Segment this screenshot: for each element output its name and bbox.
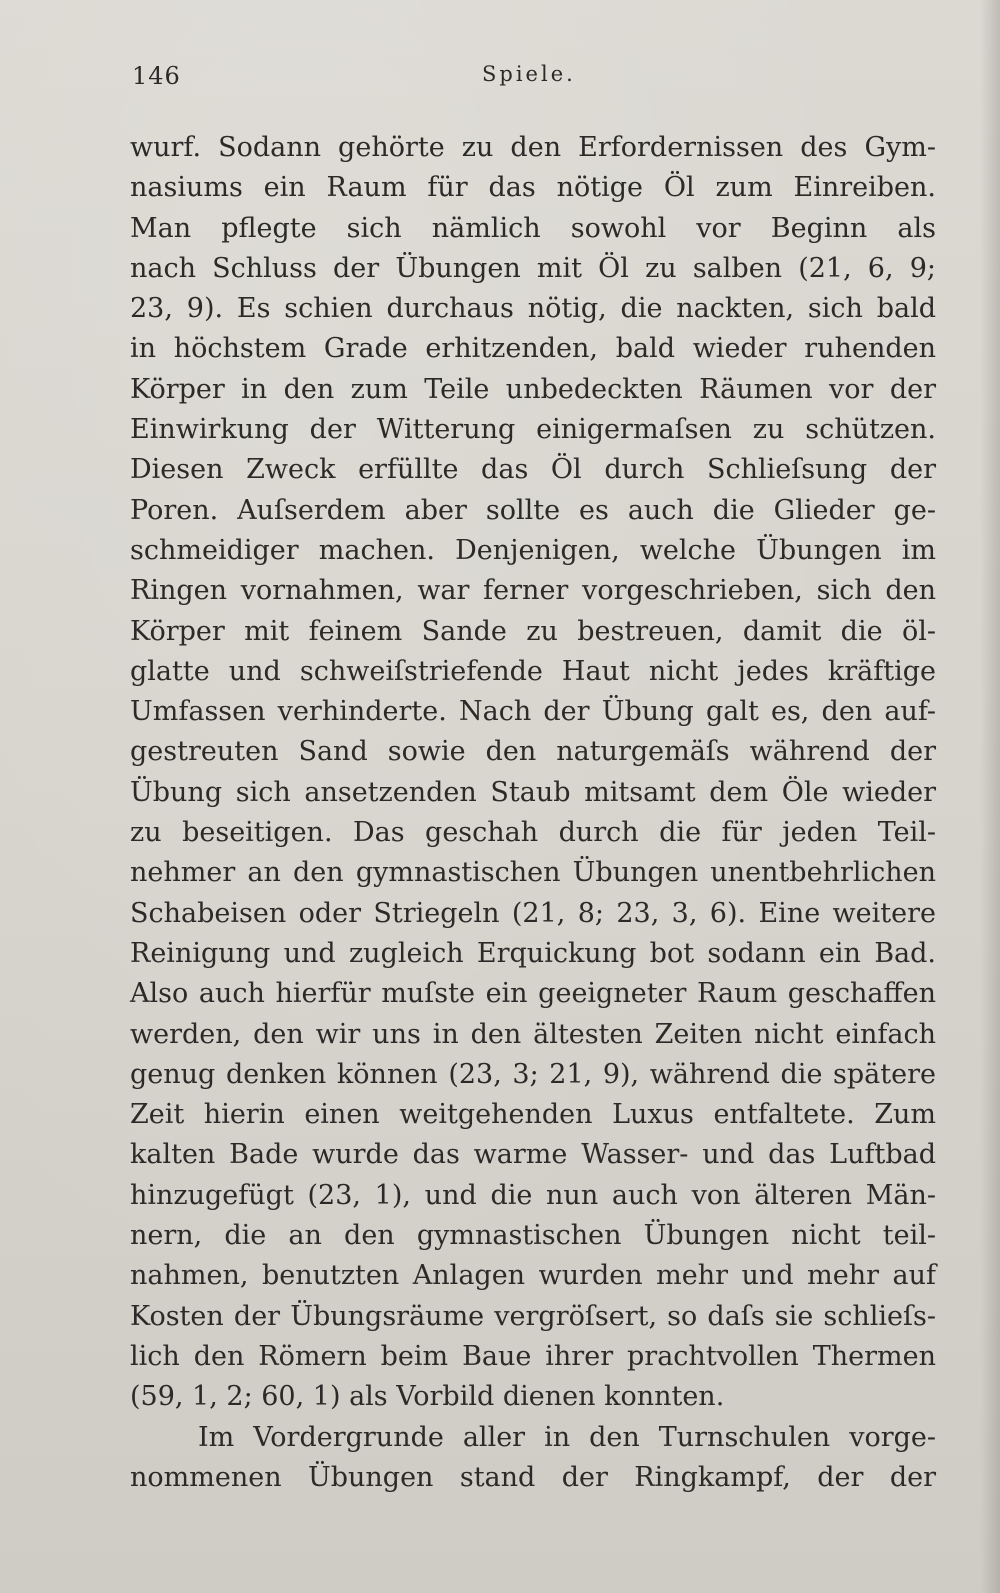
text-line: Also auch hierfür muſste ein geeigneter Raum geschaffen: [130, 978, 936, 1010]
text-line: nommenen Übungen stand der Ringkampf, der der: [130, 1461, 936, 1493]
text-line: Poren. Auſserdem aber sollte es auch die Glieder ge-: [130, 494, 936, 526]
text-line: nehmer an den gymnastischen Übungen unentbehrlichen: [130, 857, 936, 889]
text-line: Reinigung und zugleich Erquickung bot sodann ein Bad.: [130, 937, 936, 969]
text-line: gestreuten Sand sowie den naturgemäſs während der: [130, 736, 936, 768]
text-line: nahmen, benutzten Anlagen wurden mehr und mehr auf: [130, 1260, 936, 1292]
text-line: Diesen Zweck erfüllte das Öl durch Schlieſsung der: [130, 454, 936, 486]
text-line: Einwirkung der Witterung einigermaſsen zu schützen.: [130, 414, 936, 446]
text-line: lich den Römern beim Baue ihrer prachtvollen Thermen: [130, 1340, 936, 1372]
page-number: 146: [132, 62, 181, 90]
text-line: hinzugefügt (23, 1), und die nun auch von älteren Män-: [130, 1179, 936, 1211]
text-line: glatte und schweiſstriefende Haut nicht jedes kräftige: [130, 655, 936, 687]
text-line: zu beseitigen. Das geschah durch die für jeden Teil-: [130, 817, 936, 849]
text-line: Umfassen verhinderte. Nach der Übung galt es, den auf-: [130, 696, 936, 728]
running-title: Spiele.: [482, 62, 576, 86]
text-line: kalten Bade wurde das warme Wasser- und das Luftbad: [130, 1139, 936, 1171]
text-line: Schabeisen oder Striegeln (21, 8; 23, 3, 6). Eine weitere: [130, 897, 936, 929]
text-line: Kosten der Übungsräume vergröſsert, so daſs sie schlieſs-: [130, 1300, 936, 1332]
text-line: wurf. Sodann gehörte zu den Erfordernissen des Gym-: [130, 132, 936, 163]
text-line: Ringen vornahmen, war ferner vorgeschrieben, sich den: [130, 575, 936, 607]
text-line: nern, die an den gymnastischen Übungen nicht teil-: [130, 1220, 936, 1252]
text-line: schmeidiger machen. Denjenigen, welche Übungen im: [130, 534, 936, 566]
text-line: genug denken können (23, 3; 21, 9), während die spätere: [130, 1058, 936, 1090]
text-line: Zeit hierin einen weitgehenden Luxus entfaltete. Zum: [130, 1099, 936, 1131]
text-line: nasiums ein Raum für das nötige Öl zum Einreiben.: [130, 172, 936, 204]
text-line: in höchstem Grade erhitzenden, bald wieder ruhenden: [130, 333, 936, 365]
body-text: [130, 128, 936, 1498]
text-line: Körper in den zum Teile unbedeckten Räumen vor der: [130, 373, 936, 405]
text-line: Körper mit feinem Sande zu bestreuen, damit die öl-: [130, 615, 936, 647]
text-line: werden, den wir uns in den ältesten Zeiten nicht einfach: [130, 1018, 936, 1050]
paragraph-end-line: (59, 1, 2; 60, 1) als Vorbild dienen konnten.: [130, 1381, 725, 1413]
running-header: [132, 62, 932, 94]
text-line: Man pflegte sich nämlich sowohl vor Beginn als: [130, 212, 936, 244]
text-line: 23, 9). Es schien durchaus nötig, die nackten, sich bald: [130, 293, 936, 325]
paragraph-start-line: Im Vordergrunde aller in den Turnschulen vorge-: [198, 1421, 936, 1453]
text-line: Übung sich ansetzenden Staub mitsamt dem Öle wieder: [130, 776, 936, 808]
text-line: nach Schluss der Übungen mit Öl zu salben (21, 6, 9;: [130, 252, 936, 284]
page-edge-shadow: [980, 0, 1000, 1593]
